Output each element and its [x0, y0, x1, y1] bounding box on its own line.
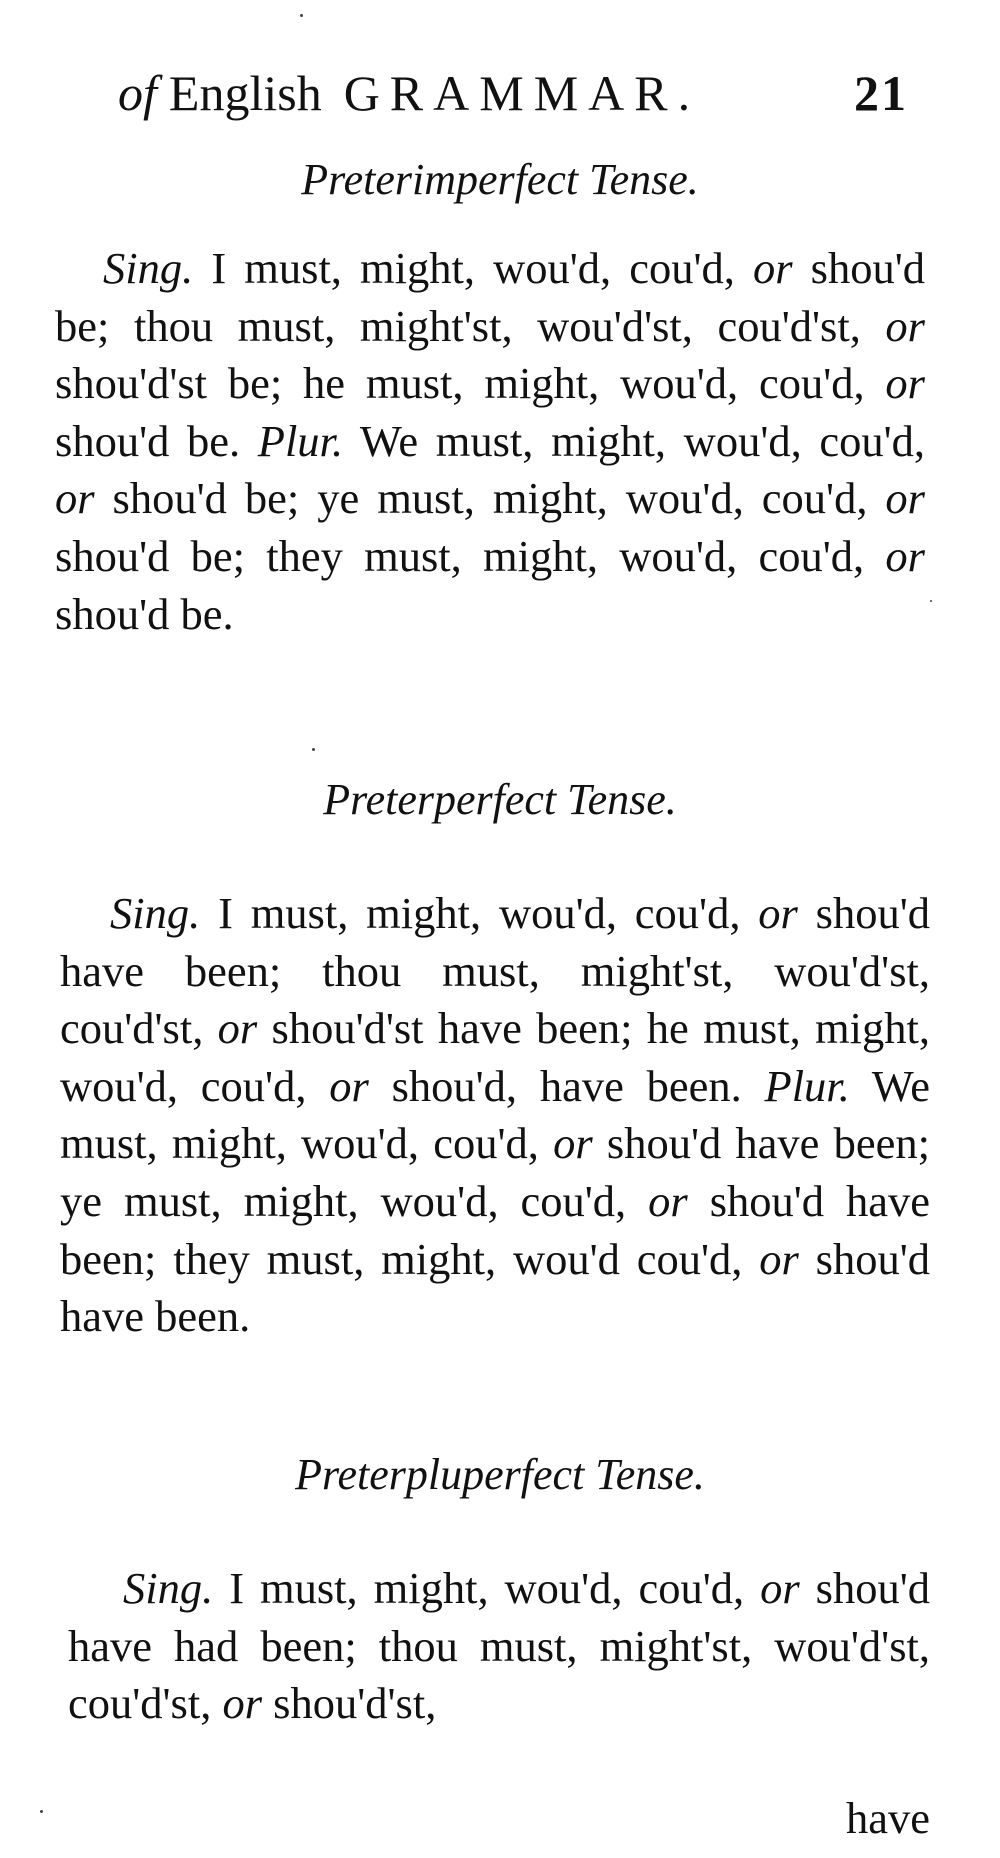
or-word: or — [885, 530, 925, 581]
or-word: or — [758, 888, 798, 938]
catchword: have — [845, 1793, 930, 1843]
or-word: or — [760, 1563, 800, 1613]
page-number: 21 — [854, 65, 908, 121]
scan-speck — [300, 14, 303, 17]
paragraph-text: shou'd be. — [55, 588, 234, 639]
paragraph-preterimperfect — [55, 240, 925, 643]
plur-label: Plur. — [764, 1060, 850, 1111]
scan-speck — [40, 1810, 43, 1813]
sing-label: Sing. — [123, 1563, 214, 1613]
or-word: or — [759, 1233, 799, 1284]
scan-speck — [312, 748, 315, 751]
header-of: of — [118, 65, 157, 121]
paragraph-text: shou'd'st, — [262, 1678, 437, 1729]
paragraph-text: shou'd'st have been; he must, might, wou'd, cou'd, — [60, 1003, 930, 1111]
or-word: or — [222, 1678, 263, 1729]
paragraph-text: shou'd be. — [55, 415, 258, 466]
paragraph-text: We must, might, wou'd, cou'd, — [343, 415, 925, 466]
or-word: or — [648, 1175, 688, 1226]
paragraph-preterperfect — [60, 885, 930, 1346]
paragraph-text: shou'd'st be; he must, might, wou'd, cou'd, — [55, 358, 886, 409]
sing-label: Sing. — [110, 888, 201, 938]
or-word: or — [885, 300, 925, 351]
paragraph-text: I must, might, wou'd, cou'd, — [200, 888, 759, 938]
paragraph-text: We must, might, wou'd, cou'd, — [60, 1060, 930, 1169]
paragraph-text: shou'd, have been. — [368, 1060, 765, 1111]
or-word: or — [752, 243, 793, 293]
or-word: or — [885, 473, 925, 524]
section-title-preterpluperfect: Preterpluperfect Tense. — [295, 1450, 705, 1499]
or-word: or — [55, 473, 95, 524]
or-word: or — [553, 1118, 593, 1169]
scan-speck — [930, 600, 932, 602]
running-header — [118, 58, 908, 128]
paragraph-text: I must, might, wou'd, cou'd, — [193, 243, 753, 293]
paragraph-preterpluperfect — [68, 1560, 930, 1733]
paragraph-text: shou'd have been; thou must, might'st, wou'd'st, cou'd'st, — [60, 888, 930, 1054]
section-title-preterperfect: Preterperfect Tense. — [323, 775, 677, 824]
header-english: English — [168, 65, 322, 121]
sing-label: Sing. — [103, 243, 194, 293]
paragraph-text: shou'd be; they must, might, wou'd, cou'd, — [55, 530, 886, 581]
or-word: or — [885, 358, 925, 409]
header-grammar: GRAMMAR. — [343, 65, 701, 121]
paragraph-text: shou'd be; ye must, might, wou'd, cou'd, — [94, 473, 886, 524]
paragraph-text: shou'd be; thou must, might'st, wou'd'st, cou'd'st, — [55, 243, 925, 351]
paragraph-text: shou'd have been; they must, might, wou'd cou'd, — [60, 1175, 931, 1284]
paragraph-text: I must, might, wou'd, cou'd, — [213, 1563, 761, 1613]
or-word: or — [329, 1060, 369, 1111]
paragraph-text: shou'd have been. — [60, 1233, 930, 1342]
paragraph-text: shou'd have been; ye must, might, wou'd, cou'd, — [60, 1118, 930, 1226]
section-title-preterimperfect: Preterimperfect Tense. — [301, 155, 699, 204]
paragraph-text: shou'd have had been; thou must, might'st, wou'd'st, cou'd'st, — [68, 1563, 930, 1729]
or-word: or — [217, 1003, 258, 1054]
plur-label: Plur. — [257, 415, 344, 466]
